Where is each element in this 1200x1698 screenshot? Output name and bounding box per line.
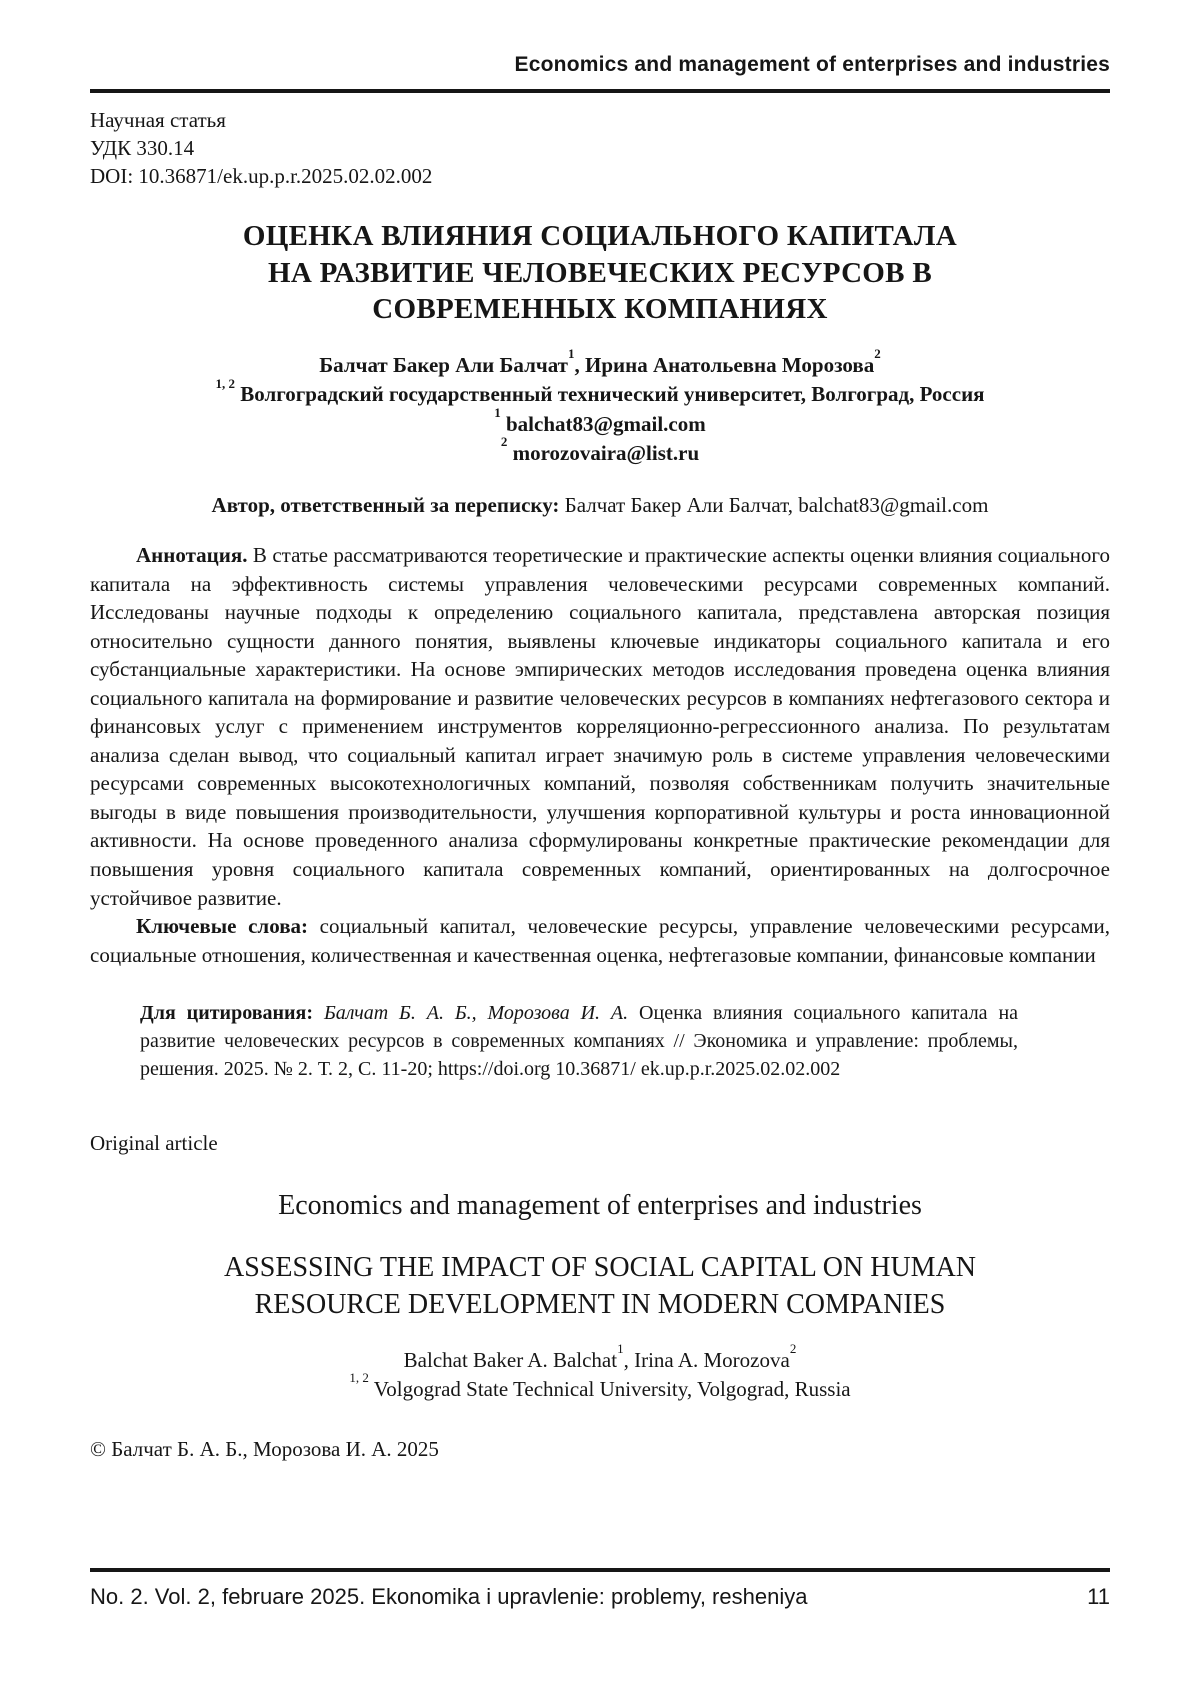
authors-block-en [90, 1341, 1110, 1403]
author-name-2-en: Irina A. Morozova [634, 1348, 790, 1373]
running-head: Economics and management of enterprises and industries [514, 53, 1110, 76]
authors-line-en [90, 1341, 1110, 1374]
article-type-ru: Научная статья [90, 108, 226, 133]
authors-line-ru [90, 346, 1110, 380]
email-address-2: morozovaira@list.ru [512, 441, 700, 466]
email-sup-2: 2 [500, 434, 508, 450]
footer-journal-line: No. 2. Vol. 2, februare 2025. Ekonomika i upravlenie: problemy, resheniya [90, 1584, 808, 1609]
author-sup-1-ru: 1 [567, 346, 575, 362]
citation-label: Для цитирования: [140, 1002, 314, 1025]
original-article-label: Original article [90, 1131, 218, 1156]
affiliation-sup-en: 1, 2 [349, 1369, 369, 1385]
keywords-label: Ключевые слова: [136, 914, 309, 939]
corresponding-author-text: Балчат Бакер Али Балчат, balchat83@gmail.com [564, 492, 989, 517]
author-sup-1-en: 1 [617, 1341, 624, 1357]
abstract [90, 541, 1110, 912]
author-name-2-ru: Ирина Анатольевна Морозова [585, 353, 875, 378]
keywords [90, 912, 1110, 969]
abstract-text: В статье рассматриваются теоретические и практические аспекты оценки влияния социального капитала на эффективность системы управления человеческими ресурсами современных компаний. Исследованы научные подходы к определению социального капитала, представлена авторская позиция относительно сущности данного понятия, выявлены ключевые индикаторы социального капитала и его субстанциальные характеристики. На основе эмпирических методов исследования проведена оценка влияния социального капитала на формирование и развитие человеческих ресурсов в компаниях нефтегазового сектора и финансовых услуг с применением инструментов корреляционно-регрессионного анализа. По результатам анализа сделан вывод, что социальный капитал играет значимую роль в системе управления человеческими ресурсами современных высокотехнологичных компаний, позволяя собственникам получить значительные выгоды в виде повышения производительности, улучшения корпоративной культуры и роста инновационной активности. На основе проведенного анализа сформулированы конкретные практические рекомендации для повышения уровня социального капитала современных компаний, ориентированных на долгосрочное устойчивое развитие. [90, 543, 1110, 910]
author-sup-2-ru: 2 [874, 346, 881, 362]
page-footer [90, 1568, 1110, 1610]
corresponding-author [90, 491, 1110, 519]
affiliation-en [90, 1369, 1110, 1403]
section-title-en: Economics and management of enterprises and industries [278, 1190, 922, 1222]
author-name-1-ru: Балчат Бакер Али Балчат [319, 353, 568, 378]
keywords-text: социальный капитал, человеческие ресурсы, управление человеческими ресурсами, социальные отношения, количественная и качественная оценка, нефтегазовые компании, финансовые компании [90, 914, 1110, 967]
citation-text: Оценка влияния социального капитала на развитие человеческих ресурсов в современных компаниях // Экономика и управление: проблемы, решения. 2025. № 2. Т. 2, С. 11-20; https://doi.org 10.36871/ ek.up.p.r.2025.02.02.002 [140, 1002, 1019, 1081]
corresponding-author-label: Автор, ответственный за переписку: [211, 492, 560, 517]
email-line-2 [90, 434, 1110, 468]
footer-page-number: 11 [1087, 1584, 1110, 1609]
email-line-1 [90, 405, 1110, 439]
article-title-ru: ОЦЕНКА ВЛИЯНИЯ СОЦИАЛЬНОГО КАПИТАЛА НА РАЗВИТИЕ ЧЕЛОВЕЧЕСКИХ РЕСУРСОВ В СОВРЕМЕННЫХ КОМПАНИЯХ [242, 220, 958, 325]
authors-separator-ru: , [574, 353, 585, 378]
email-address-1: balchat83@gmail.com [505, 411, 706, 436]
authors-block-ru [90, 346, 1110, 469]
affiliation-ru [90, 375, 1110, 409]
author-sup-2-en: 2 [789, 1341, 797, 1357]
affiliation-sup-ru: 1, 2 [215, 375, 235, 391]
footer-rule [90, 1568, 1110, 1572]
article-title-en: ASSESSING THE IMPACT OF SOCIAL CAPITAL ON HUMAN RESOURCE DEVELOPMENT IN MODERN COMPANIES [223, 1252, 977, 1320]
affiliation-text-ru: Волгоградский государственный технический университет, Волгоград, Россия [240, 382, 985, 407]
doi-line: DOI: 10.36871/ek.up.p.r.2025.02.02.002 [90, 163, 433, 188]
email-sup-1: 1 [494, 405, 501, 421]
authors-separator-en: , [623, 1348, 635, 1373]
citation-block [140, 999, 1018, 1083]
udc-number: УДК 330.14 [90, 135, 195, 160]
abstract-label: Аннотация. [136, 543, 248, 567]
affiliation-text-en: Volgograd State Technical University, Volgograd, Russia [373, 1376, 851, 1401]
author-name-1-en: Balchat Baker A. Balchat [403, 1348, 618, 1373]
header-rule [90, 89, 1110, 93]
meta-block [90, 107, 1110, 190]
citation-authors: Балчат Б. А. Б., Морозова И. А. [323, 1002, 629, 1025]
copyright-line: © Балчат Б. А. Б., Морозова И. А. 2025 [90, 1436, 439, 1461]
